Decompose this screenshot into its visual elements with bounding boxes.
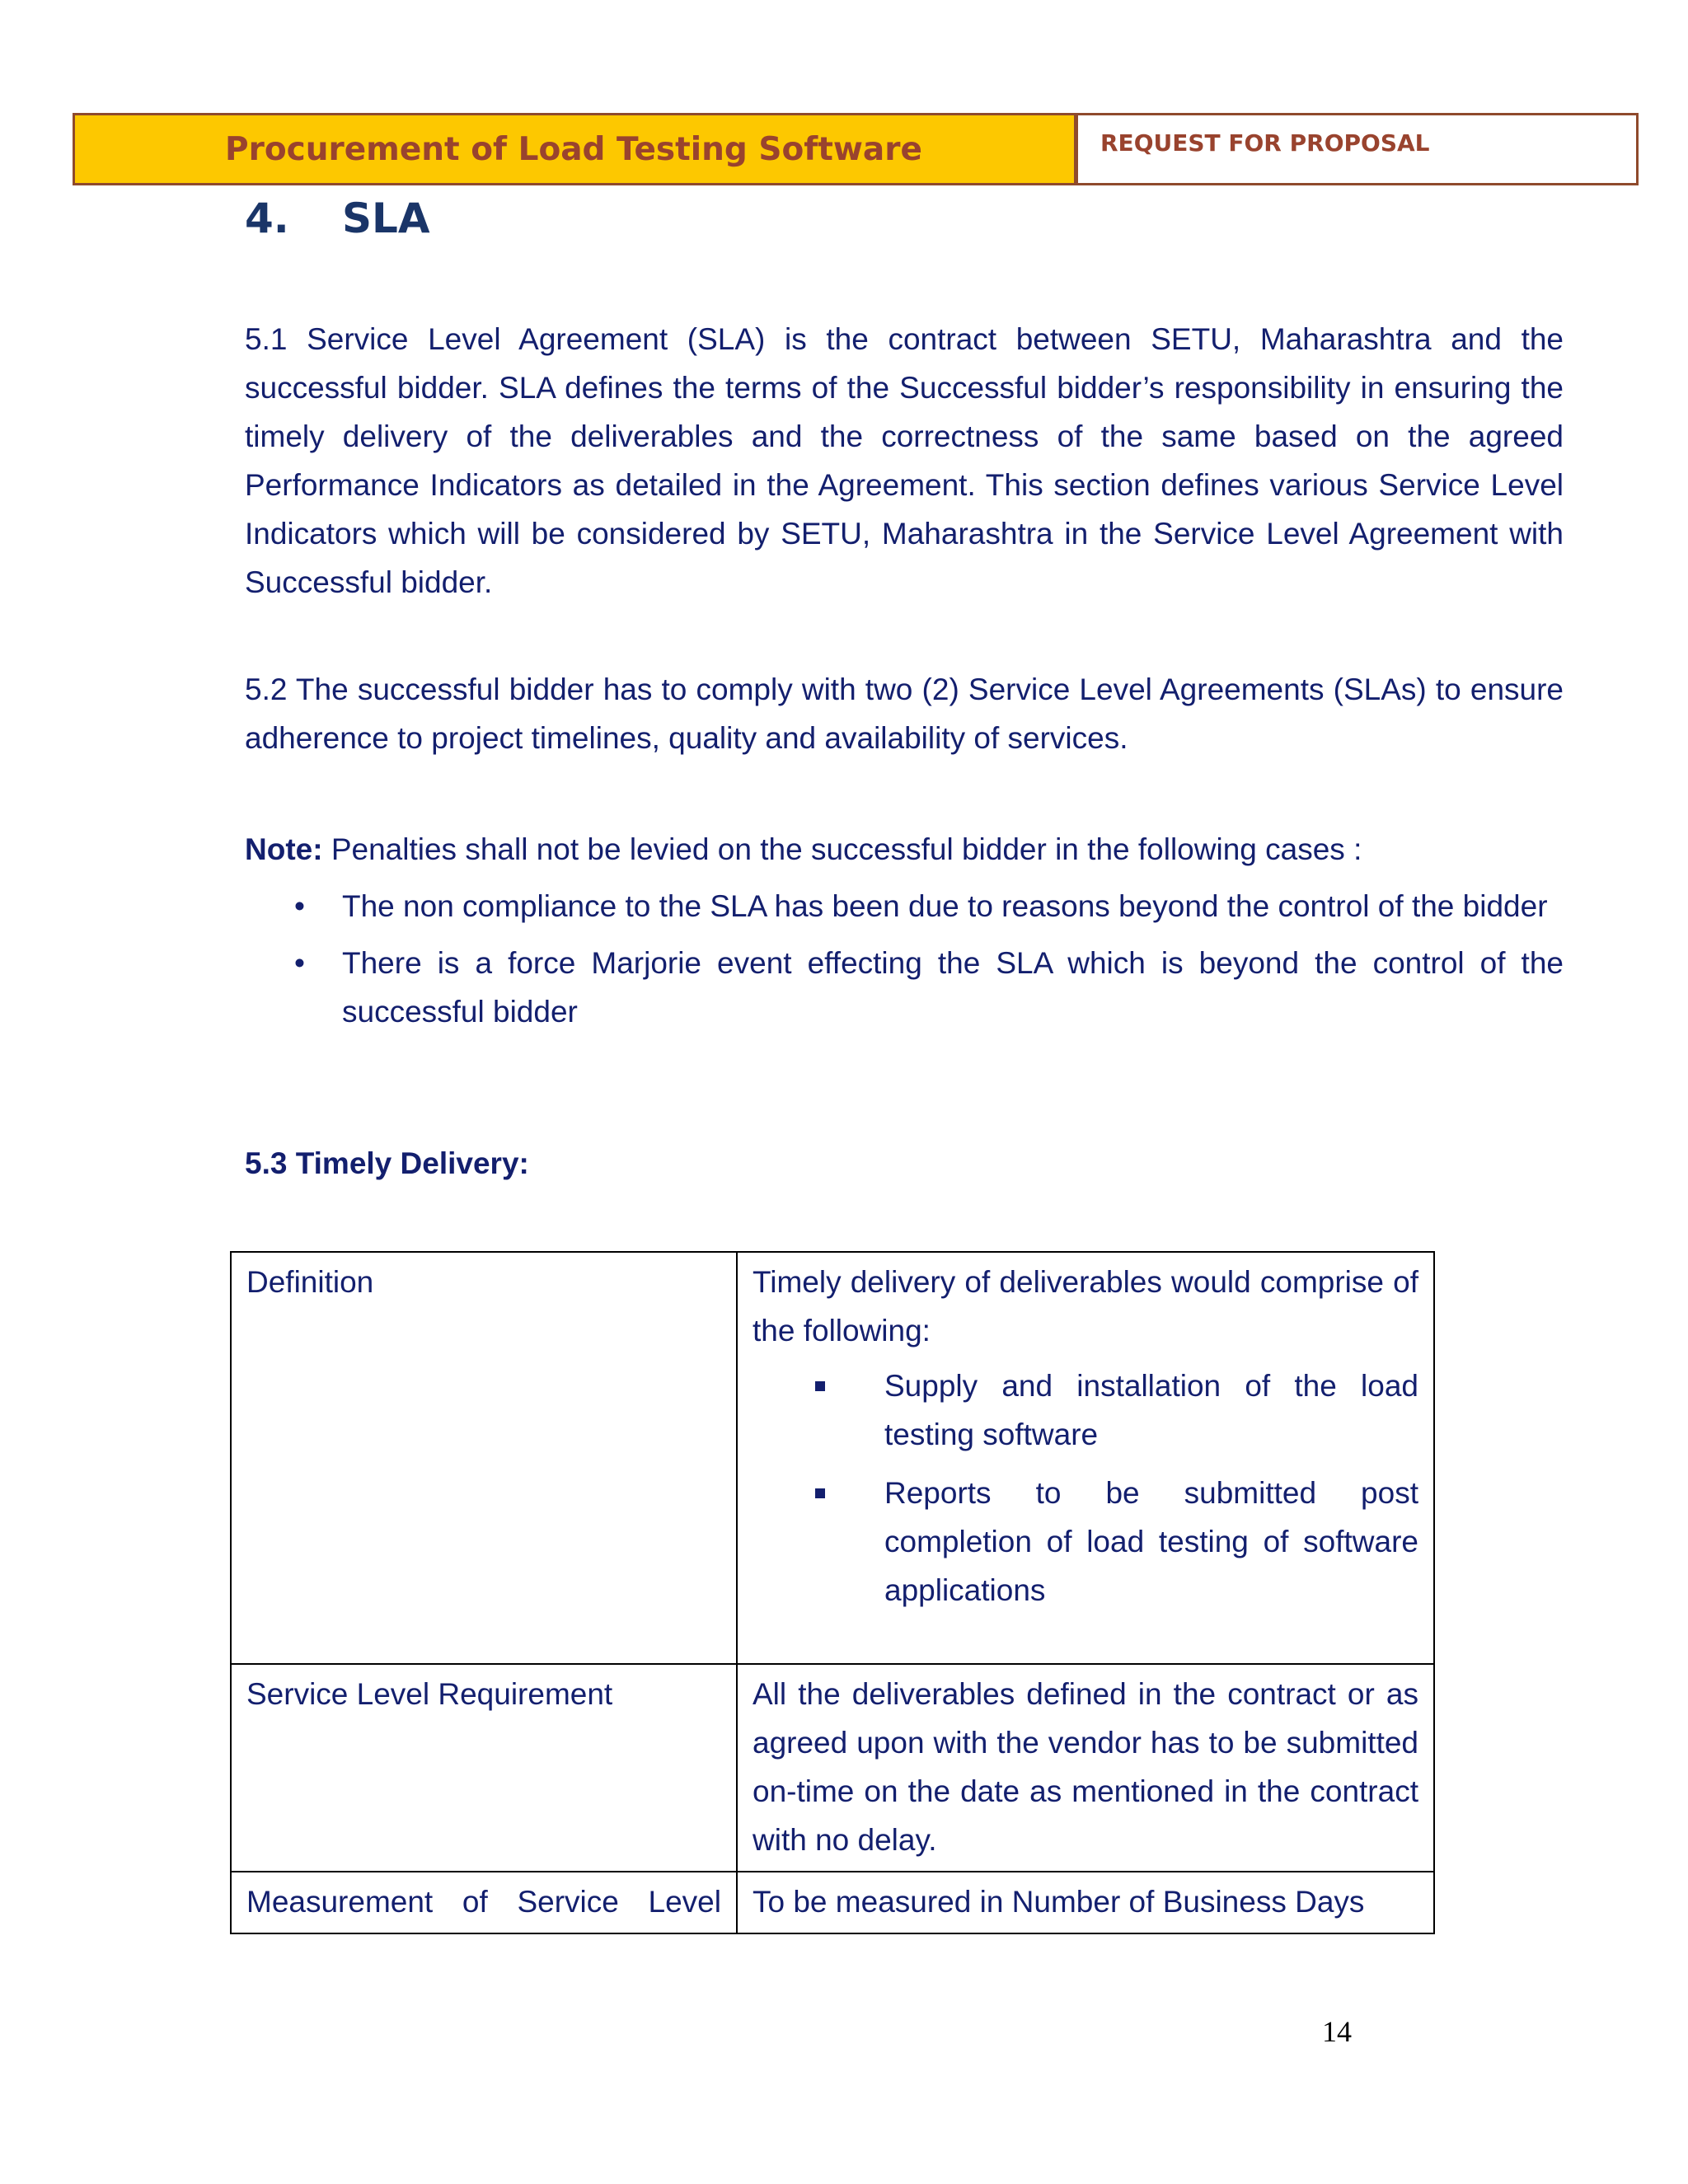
section-number: 4.	[245, 194, 289, 242]
note-text: Penalties shall not be levied on the successful bidder in the following cases :	[322, 832, 1362, 866]
note-label: Note:	[245, 832, 323, 866]
subsection-heading: 5.3 Timely Delivery:	[245, 1146, 529, 1180]
square-bullet-icon	[815, 1381, 825, 1391]
list-item: • There is a force Marjorie event effecting the SLA which is beyond the control of the successful bidder	[245, 939, 1564, 1036]
list-item: • The non compliance to the SLA has been due to reasons beyond the control of the bidder	[245, 882, 1564, 930]
definition-list	[753, 1361, 1418, 1615]
table-cell-value: All the deliverables defined in the contract or as agreed upon with the vendor has to be submitted on-time on the date as mentioned in the contract with no delay.	[737, 1664, 1434, 1872]
list-item: Supply and installation of the load testing software	[753, 1361, 1418, 1459]
square-bullet-icon	[815, 1488, 825, 1498]
note-paragraph	[245, 825, 1564, 874]
table-row	[231, 1664, 1434, 1872]
header-doc-type-box	[1076, 113, 1639, 185]
table-row	[231, 1252, 1434, 1664]
page-number: 14	[1322, 2015, 1352, 2048]
paragraph-5-1: 5.1 Service Level Agreement (SLA) is the contract between SETU, Maharashtra and the successful bidder. SLA defines the terms of the Successful bidder’s responsibility in ensuring the timely delivery of the deliverables and the correctness of the same based on the agreed Performance Indicators as detailed in the Agreement. This section defines various Service Level Indicators which will be considered by SETU, Maharashtra in the Service Level Agreement with Successful bidder.	[245, 322, 1564, 599]
table-cell-label: Service Level Requirement	[231, 1664, 737, 1872]
table-cell-label: Definition	[231, 1252, 737, 1664]
bullet-icon: •	[294, 946, 305, 980]
section-heading	[245, 194, 430, 242]
header-doc-type: REQUEST FOR PROPOSAL	[1100, 129, 1430, 157]
table-row	[231, 1872, 1434, 1933]
table-cell-value	[737, 1252, 1434, 1664]
table-cell-label: Measurement of Service Level	[231, 1872, 737, 1933]
note-list	[245, 882, 1564, 1044]
section-title: SLA	[342, 194, 430, 242]
paragraph-5-2: 5.2 The successful bidder has to comply with two (2) Service Level Agreements (SLAs) to ensure adherence to project timelines, quality and availability of services.	[245, 673, 1564, 755]
definition-intro: Timely delivery of deliverables would comprise of the following:	[753, 1265, 1418, 1347]
list-item: Reports to be submitted post completion of load testing of software applications	[753, 1469, 1418, 1615]
header-title: Procurement of Load Testing Software	[225, 130, 922, 168]
header-title-box	[73, 113, 1076, 185]
table-cell-value: To be measured in Number of Business Days	[737, 1872, 1434, 1933]
timely-delivery-table	[230, 1251, 1435, 1934]
bullet-icon: •	[294, 889, 305, 923]
